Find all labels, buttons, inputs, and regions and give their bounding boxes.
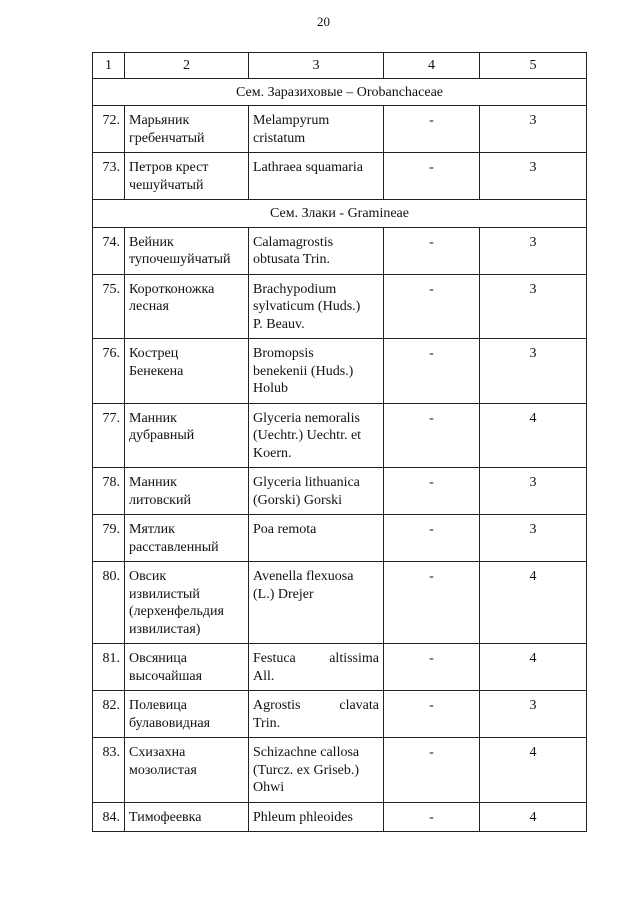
cell-line: Glyceria nemoralis xyxy=(253,410,360,426)
table-row xyxy=(93,644,587,691)
cell-line: sylvaticum (Huds.) xyxy=(253,299,361,314)
cell-line: Schizachne callosa xyxy=(253,745,360,760)
column-5-value: 4 xyxy=(480,802,587,832)
latin-name xyxy=(249,515,384,562)
latin-name xyxy=(249,106,384,153)
cell-line: дубравный xyxy=(129,428,195,443)
cell-line: Poa remota xyxy=(253,522,317,537)
column-4-value: - xyxy=(384,106,480,153)
table-header-row xyxy=(93,53,587,79)
table-row xyxy=(93,403,587,468)
column-5-value: 3 xyxy=(480,274,587,339)
column-4-value: - xyxy=(384,644,480,691)
cell-line-justified xyxy=(253,650,379,668)
row-number: 80. xyxy=(93,562,125,644)
page-number: 20 xyxy=(317,14,330,29)
table-row xyxy=(93,691,587,738)
russian-name xyxy=(125,468,249,515)
family-row xyxy=(93,78,587,106)
cell-line: Полевица xyxy=(129,698,187,713)
row-number: 73. xyxy=(93,153,125,200)
cell-line: гребенчатый xyxy=(129,130,205,146)
cell-line-justified xyxy=(253,697,379,715)
column-5-value: 3 xyxy=(480,515,587,562)
latin-name xyxy=(249,562,384,644)
russian-name xyxy=(125,339,249,404)
cell-line: Koern. xyxy=(253,445,292,461)
cell-line: cristatum xyxy=(253,130,306,146)
cell-line: Calamagrostis xyxy=(253,234,334,250)
column-5-value: 4 xyxy=(480,644,587,691)
column-5-value: 4 xyxy=(480,562,587,644)
table-row xyxy=(93,106,587,153)
column-4-value: - xyxy=(384,562,480,644)
latin-name xyxy=(249,227,384,274)
cell-line: Trin. xyxy=(253,715,281,731)
cell-line: Ohwi xyxy=(253,780,285,795)
russian-name xyxy=(125,153,249,200)
cell-line: Brachypodium xyxy=(253,281,337,297)
russian-name xyxy=(125,644,249,691)
row-number: 82. xyxy=(93,691,125,738)
cell-line: Holub xyxy=(253,381,288,396)
table-row xyxy=(93,468,587,515)
cell-line: Петров крест xyxy=(129,160,209,175)
cell-line: Манник xyxy=(129,475,177,490)
latin-name xyxy=(249,644,384,691)
cell-line: Бенекена xyxy=(129,363,184,379)
column-5-value: 3 xyxy=(480,339,587,404)
column-4-value: - xyxy=(384,515,480,562)
table-row xyxy=(93,227,587,274)
latin-name xyxy=(249,468,384,515)
header-cell-1: 1 xyxy=(93,53,125,79)
latin-name xyxy=(249,153,384,200)
latin-name xyxy=(249,802,384,832)
row-number: 81. xyxy=(93,644,125,691)
russian-name xyxy=(125,802,249,832)
cell-line: obtusata Trin. xyxy=(253,252,331,267)
cell-word: Agrostis xyxy=(253,698,301,713)
table-row xyxy=(93,515,587,562)
column-5-value: 4 xyxy=(480,738,587,803)
cell-line: Вейник xyxy=(129,234,174,250)
cell-line: Phleum phleoides xyxy=(253,809,353,825)
cell-word: altissima xyxy=(329,651,379,666)
column-4-value: - xyxy=(384,468,480,515)
cell-word: Festuca xyxy=(253,651,296,666)
latin-name xyxy=(249,691,384,738)
cell-line: Мятлик xyxy=(129,522,175,537)
cell-line: высочайшая xyxy=(129,668,203,684)
table-row xyxy=(93,339,587,404)
table-row xyxy=(93,274,587,339)
row-number: 84. xyxy=(93,802,125,832)
row-number: 77. xyxy=(93,403,125,468)
column-4-value: - xyxy=(384,403,480,468)
cell-line: мозолистая xyxy=(129,762,197,778)
cell-line: Коротконожка xyxy=(129,281,215,297)
cell-line: Манник xyxy=(129,410,177,426)
column-4-value: - xyxy=(384,274,480,339)
latin-name xyxy=(249,274,384,339)
cell-line: Тимофеевка xyxy=(129,809,202,825)
cell-line: Овсяница xyxy=(129,651,187,666)
column-5-value: 3 xyxy=(480,227,587,274)
cell-line: тупочешуйчатый xyxy=(129,252,231,267)
species-table xyxy=(92,52,587,832)
latin-name xyxy=(249,339,384,404)
russian-name xyxy=(125,403,249,468)
cell-word: clavata xyxy=(339,698,379,713)
column-4-value: - xyxy=(384,738,480,803)
russian-name xyxy=(125,106,249,153)
cell-line: чешуйчатый xyxy=(129,177,204,193)
cell-line: Bromopsis xyxy=(253,346,314,361)
row-number: 78. xyxy=(93,468,125,515)
russian-name xyxy=(125,227,249,274)
cell-line: булавовидная xyxy=(129,715,211,731)
family-row xyxy=(93,200,587,228)
header-cell-2: 2 xyxy=(125,53,249,79)
row-number: 74. xyxy=(93,227,125,274)
cell-line: извилистый xyxy=(129,586,200,602)
cell-line: (Turcz. ex Griseb.) xyxy=(253,762,360,778)
family-name: Сем. Заразиховые – Orobanchaceae xyxy=(93,78,587,106)
cell-line: расставленный xyxy=(129,539,219,555)
cell-line: P. Beauv. xyxy=(253,316,305,332)
cell-line: benekenii (Huds.) xyxy=(253,363,354,379)
cell-line: Овсик xyxy=(129,569,167,584)
cell-line: Glyceria lithuanica xyxy=(253,475,360,490)
table-row xyxy=(93,802,587,832)
latin-name xyxy=(249,738,384,803)
cell-line: Melampyrum xyxy=(253,113,330,128)
column-5-value: 3 xyxy=(480,691,587,738)
header-cell-3: 3 xyxy=(249,53,384,79)
column-4-value: - xyxy=(384,227,480,274)
russian-name xyxy=(125,562,249,644)
russian-name xyxy=(125,691,249,738)
russian-name xyxy=(125,515,249,562)
russian-name xyxy=(125,738,249,803)
cell-line: (L.) Drejer xyxy=(253,586,314,602)
cell-line: (Gorski) Gorski xyxy=(253,492,343,508)
column-5-value: 3 xyxy=(480,106,587,153)
header-cell-4: 4 xyxy=(384,53,480,79)
cell-line: Марьяник xyxy=(129,113,190,128)
cell-line: All. xyxy=(253,668,275,684)
column-5-value: 3 xyxy=(480,468,587,515)
cell-line: Кострец xyxy=(129,346,179,361)
row-number: 83. xyxy=(93,738,125,803)
cell-line: (Uechtr.) Uechtr. et xyxy=(253,428,362,443)
column-4-value: - xyxy=(384,691,480,738)
cell-line: литовский xyxy=(129,492,191,508)
cell-line: извилистая) xyxy=(129,621,201,637)
family-name: Сем. Злаки - Gramineae xyxy=(93,200,587,228)
row-number: 79. xyxy=(93,515,125,562)
table-row xyxy=(93,738,587,803)
russian-name xyxy=(125,274,249,339)
cell-line: лесная xyxy=(129,299,169,314)
column-4-value: - xyxy=(384,153,480,200)
column-5-value: 4 xyxy=(480,403,587,468)
row-number: 72. xyxy=(93,106,125,153)
row-number: 76. xyxy=(93,339,125,404)
header-cell-5: 5 xyxy=(480,53,587,79)
column-4-value: - xyxy=(384,802,480,832)
table-row xyxy=(93,153,587,200)
cell-line: Avenella flexuosa xyxy=(253,569,354,584)
latin-name xyxy=(249,403,384,468)
column-4-value: - xyxy=(384,339,480,404)
cell-line: Схизахна xyxy=(129,745,186,760)
table-row xyxy=(93,562,587,644)
column-5-value: 3 xyxy=(480,153,587,200)
row-number: 75. xyxy=(93,274,125,339)
cell-line: (лерхенфельдия xyxy=(129,604,224,619)
cell-line: Lathraea squamaria xyxy=(253,160,363,175)
